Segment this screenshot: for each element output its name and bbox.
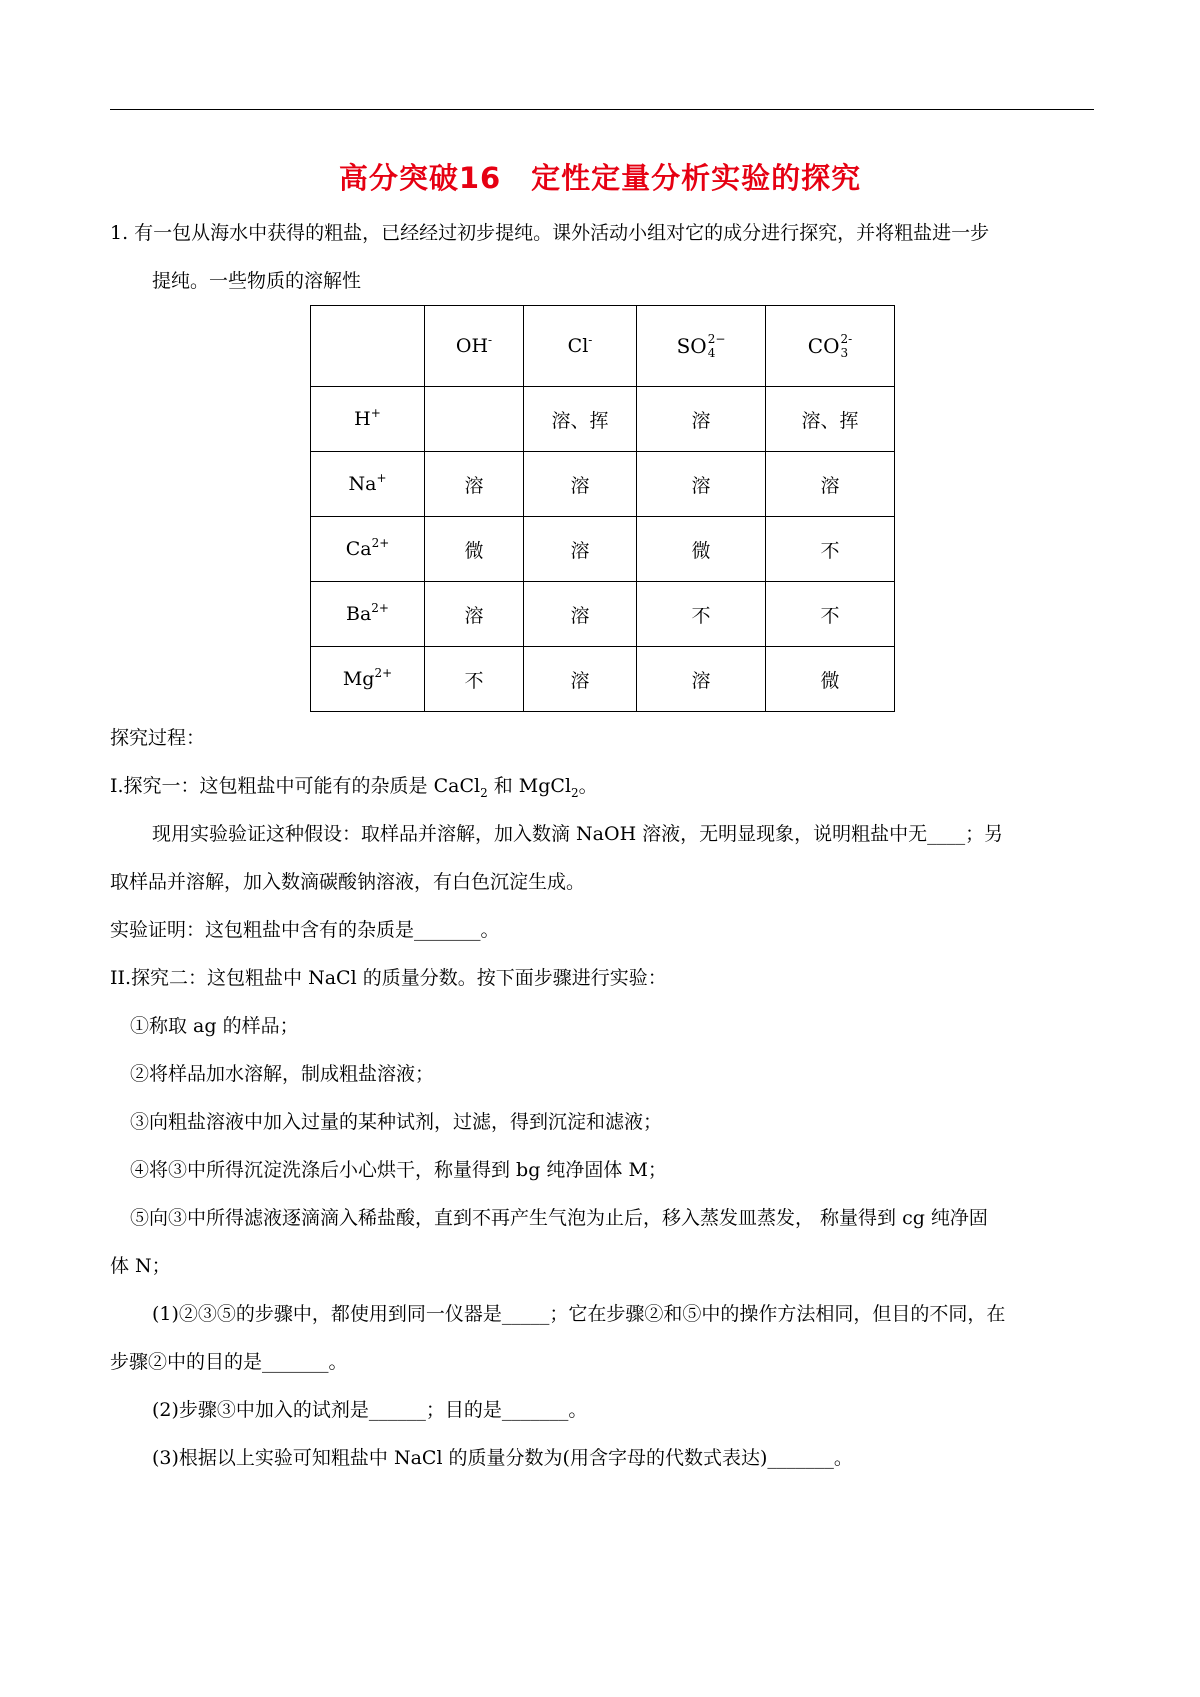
anion-header-so4: SO 2− 4 (637, 306, 766, 387)
explore-two-text: II.探究二：这包粗盐中 NaCl 的质量分数。按下面步骤进行实验： (110, 967, 667, 989)
table-cell: 不 (425, 647, 524, 712)
question-1-text: 1. 有一包从海水中获得的粗盐，已经经过初步提纯。课外活动小组对它的成分进行探究，并将粗盐进一步 (110, 222, 990, 244)
table-cell: 微 (425, 517, 524, 582)
sub-question-1-cont: 步骤②中的目的是_______。 (110, 1351, 348, 1373)
table-corner-cell (311, 306, 425, 387)
conclusion-text: 实验证明：这包粗盐中含有的杂质是_______。 (110, 919, 500, 941)
table-row (311, 582, 895, 647)
table-cell: 溶 (637, 647, 766, 712)
table-cell: 溶 (524, 517, 637, 582)
step-item: ③向粗盐溶液中加入过量的某种试剂，过滤，得到沉淀和滤液； (130, 1111, 663, 1133)
table-row (311, 387, 895, 452)
table-cell: 溶 (425, 452, 524, 517)
table-cell (425, 387, 524, 452)
sub-question-2: (2)步骤③中加入的试剂是______；目的是_______。 (152, 1399, 588, 1421)
table-cell: 溶 (637, 452, 766, 517)
table-header-row (311, 306, 895, 387)
anion-header-oh: OH- (425, 306, 524, 387)
step-item: ②将样品加水溶解，制成粗盐溶液； (130, 1063, 435, 1085)
step-item: ⑤向③中所得滤液逐滴滴入稀盐酸，直到不再产生气泡为止后，移入蒸发皿蒸发， 称量得到 cg 纯净固 (130, 1207, 988, 1229)
table-cell: 溶、挥 (524, 387, 637, 452)
table-cell: 溶、挥 (766, 387, 895, 452)
table-cell: 微 (637, 517, 766, 582)
table-cell: 微 (766, 647, 895, 712)
cation-header: $Ca^{2+}$ (311, 517, 425, 582)
question-1-text-cont: 提纯。一些物质的溶解性 (152, 270, 362, 292)
cation-header: Na+ (311, 452, 425, 517)
cation-header: $Mg^{2+}$ (311, 647, 425, 712)
explore-one-text: I.探究一：这包粗盐中可能有的杂质是 CaCl$_2$ 和 MgCl$_2$。 (110, 775, 598, 800)
page-title: 高分突破16 定性定量分析实验的探究 (338, 161, 862, 195)
step-item-cont: 体 N； (110, 1255, 171, 1277)
table-row (311, 647, 895, 712)
cation-header: $Ba^{2+}$ (311, 582, 425, 647)
anion-header-co3: CO 2- 3 (766, 306, 895, 387)
anion-header-cl: Cl- (524, 306, 637, 387)
table-cell: 溶 (425, 582, 524, 647)
table-row (311, 517, 895, 582)
table-cell: 溶 (524, 582, 637, 647)
verify-text: 现用实验验证这种假设：取样品并溶解，加入数滴 NaOH 溶液，无明显现象，说明粗盐中无____；另 (152, 823, 1004, 845)
table-cell: 不 (766, 582, 895, 647)
sub-question-1: (1)②③⑤的步骤中，都使用到同一仪器是_____；它在步骤②和⑤中的操作方法相同，但目的不同，在 (152, 1303, 1006, 1325)
cation-header: H+ (311, 387, 425, 452)
table-cell: 溶 (524, 452, 637, 517)
step-item: ④将③中所得沉淀洗涤后小心烘干，称量得到 bg 纯净固体 M； (130, 1159, 667, 1181)
table-cell: 不 (766, 517, 895, 582)
verify-text-cont: 取样品并溶解，加入数滴碳酸钠溶液，有白色沉淀生成。 (110, 871, 586, 893)
step-item: ①称取 ag 的样品； (130, 1015, 299, 1037)
sub-question-3: (3)根据以上实验可知粗盐中 NaCl 的质量分数为(用含字母的代数式表达)_______。 (152, 1447, 853, 1469)
table-cell: 溶 (766, 452, 895, 517)
table-cell: 不 (637, 582, 766, 647)
table-cell: 溶 (524, 647, 637, 712)
table-cell: 溶 (637, 387, 766, 452)
header-rule (110, 109, 1094, 110)
solubility-table (310, 305, 895, 712)
table-row (311, 452, 895, 517)
process-heading: 探究过程： (110, 727, 206, 749)
